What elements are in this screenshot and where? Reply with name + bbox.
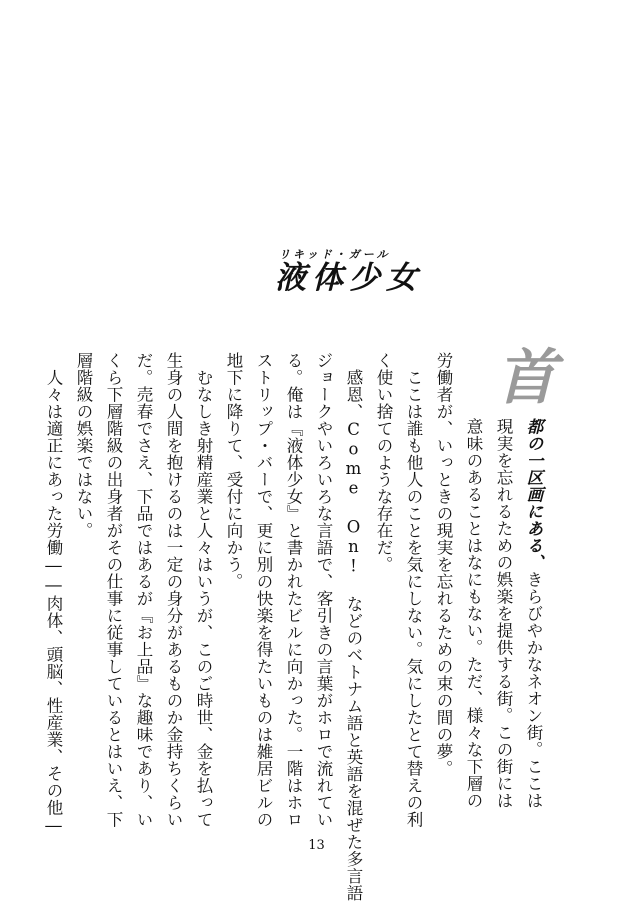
chapter-title-block [0, 246, 633, 306]
body-column: ここは誰も他人のことを気にしない。気にしたとて替えの利 [404, 352, 423, 828]
title-ruby: リキッド・ガール [279, 248, 391, 261]
body-column: ジョークやいろいろな言語で、客引きの言葉がホロで流れてい [314, 352, 333, 828]
body-column: る。俺は『液体少女』と書かれたビルに向かった。一階はホロ [284, 352, 303, 828]
body-column: くら下層階級の出身者がその仕事に従事しているとはいえ、下 [104, 352, 123, 828]
body-column [518, 352, 548, 836]
page-number: 13 [308, 838, 325, 853]
body-column: むなしき射精産業と人々はいうが、このご時世、金を払って [194, 352, 213, 828]
body-column: 感恩、Come On! などのベトナム語と英語を混ぜた多言語 [344, 352, 363, 902]
drop-cap: 首 [496, 343, 556, 413]
body-column: 層階級の娯楽ではない。 [74, 352, 93, 539]
chapter-title: 液体少女 [275, 260, 423, 296]
body-column: だ。売春でさえ、下品ではあるが『お上品』な趣味であり、い [134, 352, 153, 828]
body-column: 人々は適正にあった労働――肉体、頭脳、性産業、その他― [44, 352, 63, 836]
lead-phrase: 都の一区画にある、 [524, 418, 543, 571]
body-column: 意味のあることはなにもない。ただ、様々な下層の [464, 418, 483, 809]
body-column: 現実を忘れるための娯楽を提供する街。この街には [494, 418, 513, 809]
body-column: ストリップ・バーで、更に別の快楽を得たいものは雑居ビルの [254, 352, 273, 828]
body-column: く使い捨てのような存在だ。 [374, 352, 393, 573]
body-column: 労働者が、いっときの現実を忘れるための束の間の夢。 [434, 352, 453, 777]
body-column: 生身の人間を抱けるのは一定の身分があるものか金持ちくらい [164, 352, 183, 828]
body-column: 地下に降りて、受付に向かう。 [224, 352, 243, 590]
body-column-text: きらびやかなネオン街。ここは [524, 571, 543, 809]
